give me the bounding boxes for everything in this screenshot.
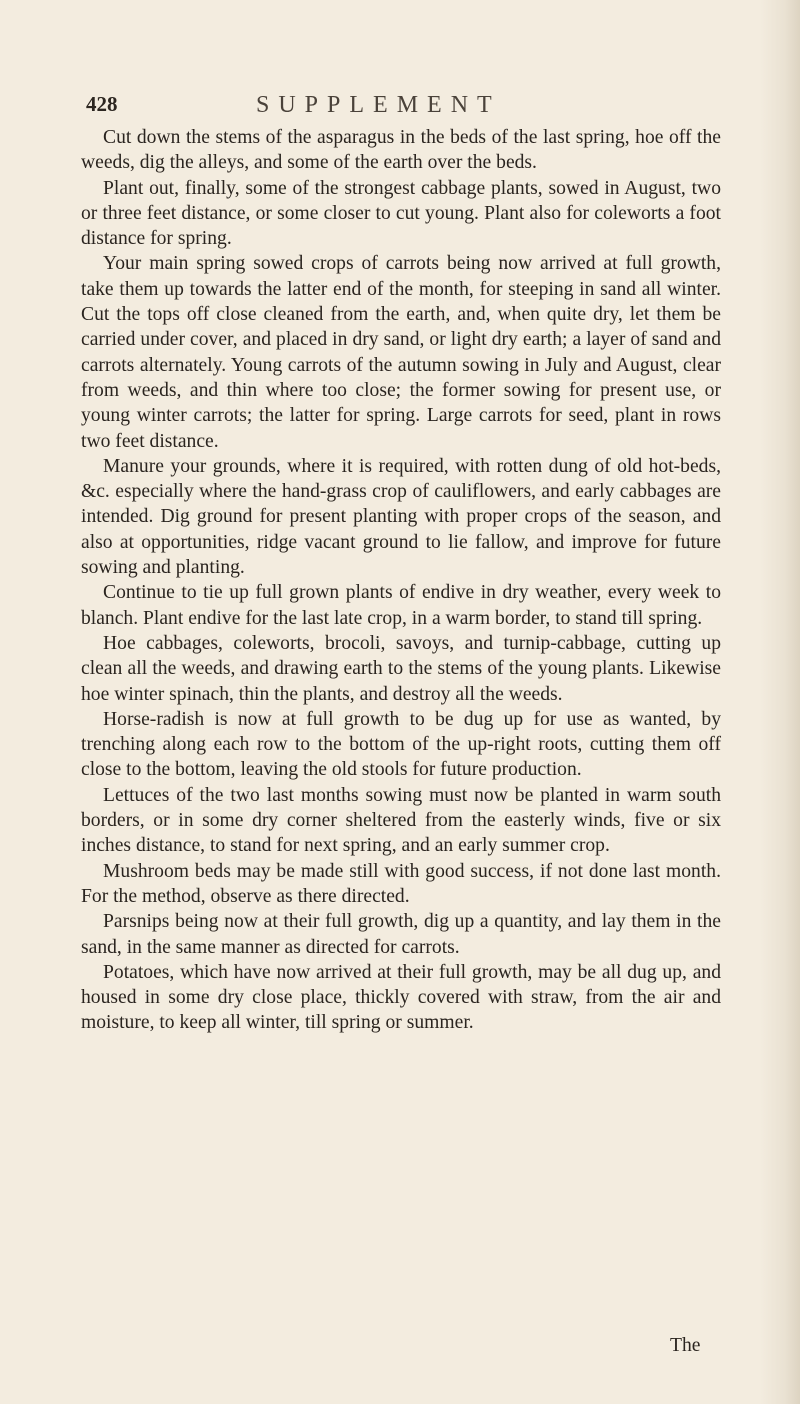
body-text bbox=[81, 125, 721, 1036]
paragraph-mushroom: Mushroom beds may be made still with good success, if not done last month. For the method, observe as there directed. bbox=[81, 860, 721, 907]
paragraph-manure: Manure your grounds, where it is required, with rotten dung of old hot-beds, &c. especially where the hand-grass crop of cauliflowers, and early cabbages are intended. Dig ground for present planting with proper crops of the season, and also at opportunities, ridge vacant ground to lie fallow, and improve for future sowing and planting. bbox=[81, 455, 721, 579]
paragraph-potatoes: Potatoes, which have now arrived at their full growth, may be all dug up, and housed in some dry close place, thickly covered with straw, from the air and moisture, to keep all winter, till spring or summer. bbox=[81, 961, 721, 1034]
paragraph-lettuces: Lettuces of the two last months sowing must now be planted in warm south borders, or in some dry corner sheltered from the easterly winds, five or six inches distance, to stand for next spring, and an early summer crop. bbox=[81, 784, 721, 857]
catchword: The bbox=[670, 1335, 701, 1356]
paragraph-cabbage-plants: Plant out, finally, some of the strongest cabbage plants, sowed in August, two or three feet distance, or some closer to cut young. Plant also for coleworts a foot distance for spring. bbox=[81, 177, 721, 250]
paragraph-horse-radish: Horse-radish is now at full growth to be dug up for use as wanted, by trenching along each row to the bottom of the up-right roots, cutting them off close to the bottom, leaving the old stools for future production. bbox=[81, 708, 721, 781]
paragraph-hoe-cabbages: Hoe cabbages, coleworts, brocoli, savoys, and turnip-cabbage, cutting up clean all the weeds, and drawing earth to the stems of the young plants. Likewise hoe winter spinach, thin the plants, and destroy all the weeds. bbox=[81, 632, 721, 705]
running-head: SUPPLEMENT bbox=[256, 92, 501, 118]
paragraph-carrots: Your main spring sowed crops of carrots being now arrived at full growth, take them up towards the latter end of the month, for steeping in sand all winter. Cut the tops off close cleaned from the earth, and, when quite dry, let them be carried under cover, and placed in dry sand, or light dry earth; a layer of sand and carrots alternately. Young carrots of the autumn sowing in July and August, clear from weeds, and thin where too close; the former sowing for present use, or young winter carrots; the latter for spring. Large carrots for seed, plant in rows two feet distance. bbox=[81, 253, 721, 452]
page-number: 428 bbox=[86, 92, 118, 116]
paragraph-asparagus: Cut down the stems of the asparagus in the beds of the last spring, hoe off the weeds, dig the alleys, and some of the earth over the beds. bbox=[81, 127, 721, 174]
paragraph-endive: Continue to tie up full grown plants of endive in dry weather, every week to blanch. Plant endive for the last late crop, in a warm border, to stand till spring. bbox=[81, 582, 721, 629]
paragraph-parsnips: Parsnips being now at their full growth, dig up a quantity, and lay them in the sand, in the same manner as directed for carrots. bbox=[81, 911, 721, 958]
page-header bbox=[86, 92, 716, 128]
